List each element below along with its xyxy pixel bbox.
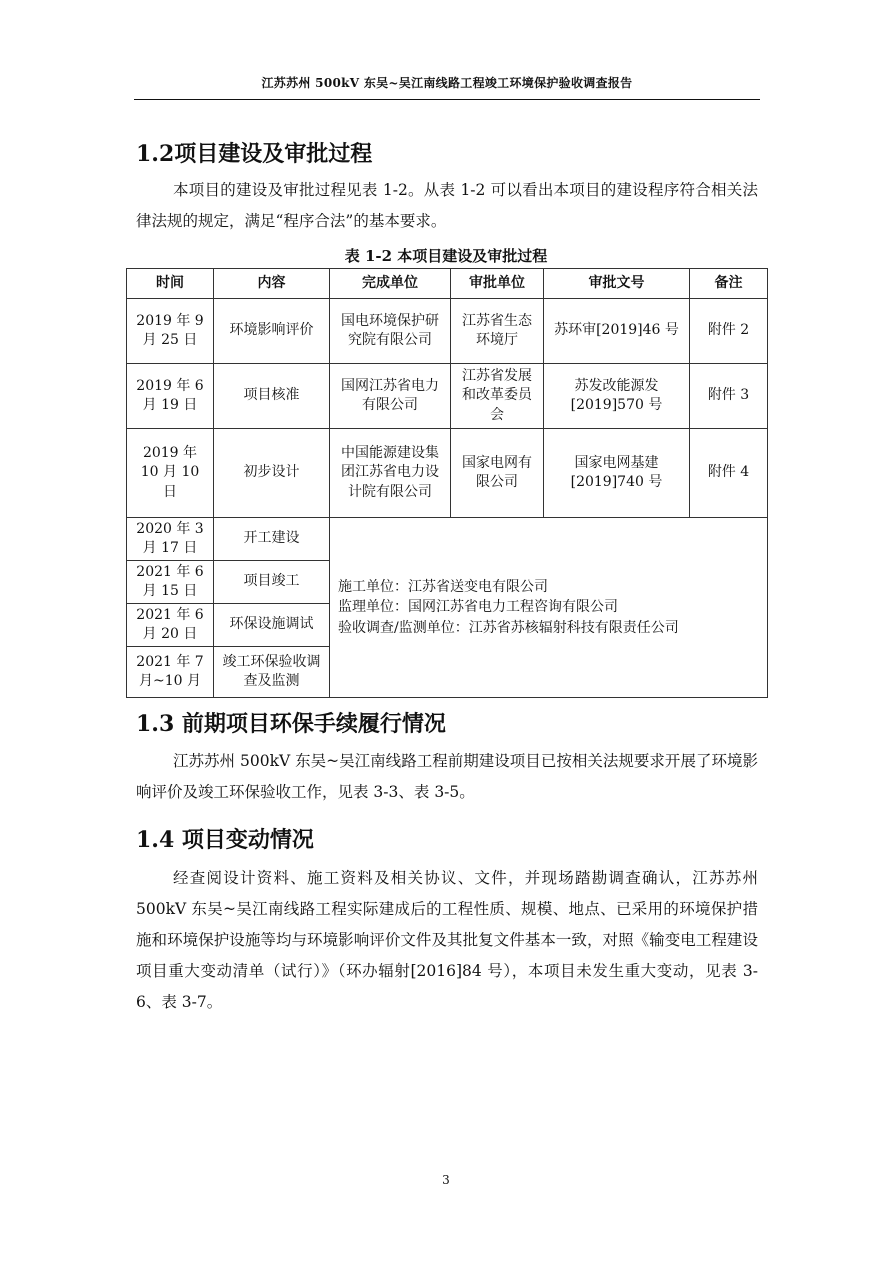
section-heading-1-2: 1.2项目建设及审批过程 — [136, 141, 373, 167]
table-cell: 项目核准 — [214, 364, 330, 429]
approval-process-table — [126, 268, 768, 698]
table-cell: 竣工环保验收调查及监测 — [214, 647, 330, 698]
acceptance-unit-line: 验收调查/监测单位：江苏省苏核辐射科技有限责任公司 — [338, 619, 679, 636]
table-cell: 国家电网基建[2019]740 号 — [544, 429, 690, 518]
table-cell: 2020 年 3 月 17 日 — [127, 518, 214, 561]
table-row — [127, 364, 768, 429]
table-caption: 表 1-2 本项目建设及审批过程 — [344, 247, 548, 265]
header-cell: 内容 — [214, 269, 330, 299]
running-header: 江苏苏州 500kV 东吴~吴江南线路工程竣工环境保护验收调查报告 — [261, 76, 633, 90]
table-cell: 2019 年 10 月 10 日 — [127, 429, 214, 518]
table-cell: 初步设计 — [214, 429, 330, 518]
table-row — [127, 299, 768, 364]
table-cell: 2019 年 9 月 25 日 — [127, 299, 214, 364]
table-cell: 苏环审[2019]46 号 — [544, 299, 690, 364]
section-1-4-paragraph — [136, 863, 758, 1018]
paragraph-text: 经查阅设计资料、施工资料及相关协议、文件，并现场踏勘调查确认，江苏苏州 500kV 东吴~吴江南线路工程实际建成后的工程性质、规模、地点、已采用的环境保护措施和环境保护设施等均与环境影响评价文件及其批复文件基本一致，对照《输变电工程建设项目重大变动清单（试行）》（环办辐射[2016]84 号），本项目未发生重大变动，见表 3-6、表 3-7。 — [136, 869, 758, 1011]
table-cell: 附件 4 — [690, 429, 768, 518]
table-cell: 苏发改能源发[2019]570 号 — [544, 364, 690, 429]
supervision-unit-line: 监理单位：国网江苏省电力工程咨询有限公司 — [338, 599, 618, 616]
merged-units-cell — [330, 518, 768, 698]
table-cell: 项目竣工 — [214, 561, 330, 604]
section-1-2-paragraph — [136, 175, 758, 237]
table-cell: 国网江苏省电力有限公司 — [330, 364, 451, 429]
table-row — [127, 429, 768, 518]
table-header-row — [127, 269, 768, 299]
table-cell: 国电环境保护研究院有限公司 — [330, 299, 451, 364]
table-cell: 环保设施调试 — [214, 604, 330, 647]
header-rule — [134, 99, 760, 100]
section-heading-1-4: 1.4 项目变动情况 — [136, 827, 314, 853]
table-cell: 中国能源建设集团江苏省电力设计院有限公司 — [330, 429, 451, 518]
table-cell: 环境影响评价 — [214, 299, 330, 364]
header-cell: 时间 — [127, 269, 214, 299]
header-cell: 完成单位 — [330, 269, 451, 299]
section-1-3-paragraph — [136, 746, 758, 808]
section-heading-1-3: 1.3 前期项目环保手续履行情况 — [136, 711, 446, 737]
table-row — [127, 518, 768, 561]
table-cell: 附件 3 — [690, 364, 768, 429]
construction-unit-line: 施工单位：江苏省送变电有限公司 — [338, 578, 548, 595]
table-cell: 江苏省发展和改革委员会 — [451, 364, 544, 429]
table-cell: 2021 年 6 月 20 日 — [127, 604, 214, 647]
table-cell: 国家电网有限公司 — [451, 429, 544, 518]
page-number: 3 — [442, 1173, 450, 1187]
paragraph-text: 江苏苏州 500kV 东吴~吴江南线路工程前期建设项目已按相关法规要求开展了环境影响评价及竣工环保验收工作，见表 3-3、表 3-5。 — [136, 752, 758, 801]
header-cell: 审批文号 — [544, 269, 690, 299]
header-cell: 审批单位 — [451, 269, 544, 299]
paragraph-text: 本项目的建设及审批过程见表 1-2。从表 1-2 可以看出本项目的建设程序符合相关法律法规的规定，满足“程序合法”的基本要求。 — [136, 181, 758, 230]
table-cell: 2021 年 6 月 15 日 — [127, 561, 214, 604]
table-cell: 开工建设 — [214, 518, 330, 561]
header-cell: 备注 — [690, 269, 768, 299]
table-cell: 江苏省生态环境厅 — [451, 299, 544, 364]
table-cell: 2021 年 7 月~10 月 — [127, 647, 214, 698]
table-cell: 附件 2 — [690, 299, 768, 364]
table-cell: 2019 年 6 月 19 日 — [127, 364, 214, 429]
